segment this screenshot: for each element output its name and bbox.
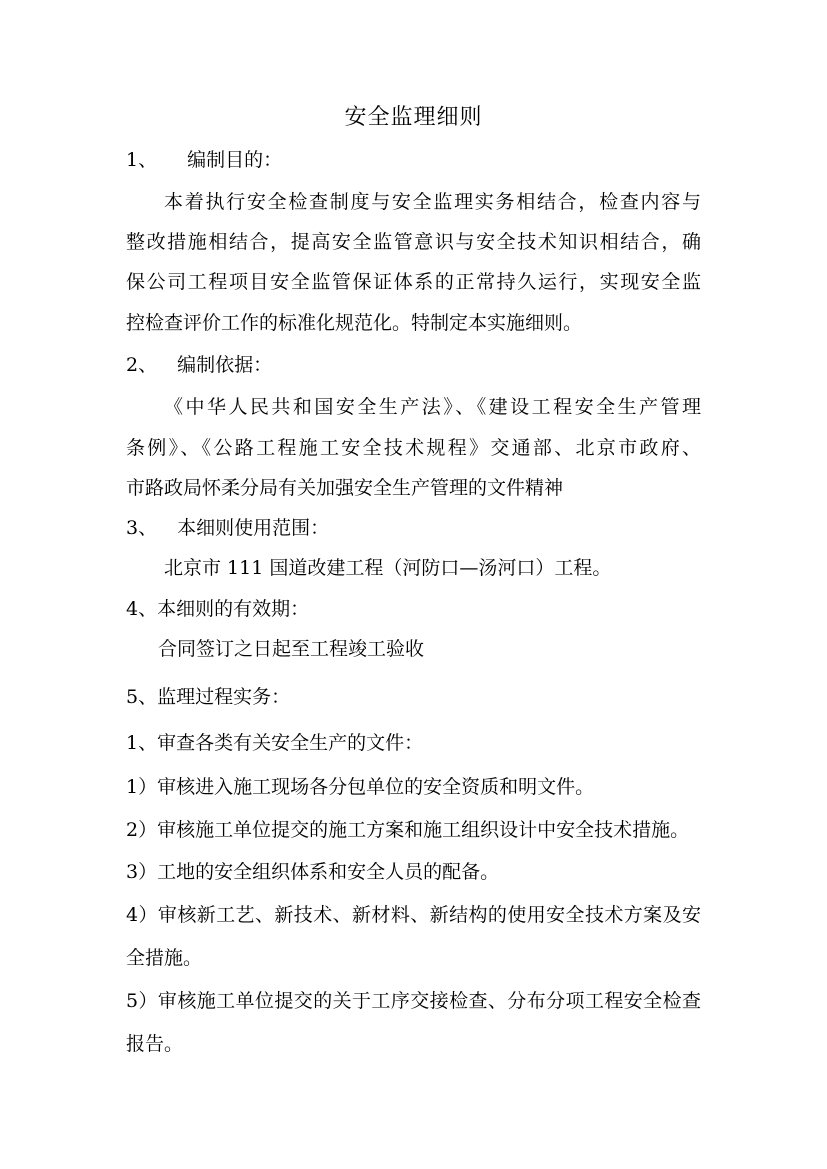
section-2-heading: 编制依据：: [177, 354, 273, 376]
section-1-line-1: 本着执行安全检查制度与安全监理实务相结合，检查内容与: [164, 191, 701, 213]
section-1-number: 1、: [126, 149, 158, 171]
section-3-body: 北京市 111 国道改建工程（河防口—汤河口）工程。: [164, 557, 612, 579]
section-1-line-3: 保公司工程项目安全监管保证体系的正常持久运行，实现安全监: [126, 271, 701, 293]
section-5-item-3: 3）工地的安全组织体系和安全人员的配备。: [126, 861, 500, 883]
section-5-item-5-line-1: 5）审核施工单位提交的关于工序交接检查、分布分项工程安全检查: [126, 990, 701, 1012]
section-5-sub-heading: 1、审查各类有关安全生产的文件：: [126, 732, 424, 754]
section-2-line-3: 市路政局怀柔分局有关加强安全生产管理的文件精神: [126, 477, 564, 499]
section-1-heading: 编制目的：: [187, 149, 283, 171]
section-2-number: 2、: [126, 354, 158, 376]
section-1-heading-row: [126, 145, 282, 175]
section-1-line-4: 控检查评价工作的标准化规范化。特制定本实施细则。: [126, 312, 583, 334]
section-3-number: 3、: [126, 517, 158, 539]
section-2-line-1: 《中华人民共和国安全生产法》、《建设工程安全生产管理: [164, 396, 701, 418]
page-title: 安全监理细则: [344, 105, 483, 130]
section-4-heading: 4、本细则的有效期：: [126, 598, 310, 620]
section-5-item-4-line-2: 全措施。: [126, 947, 203, 969]
section-5-item-5-line-2: 报告。: [126, 1033, 184, 1055]
section-5-item-2: 2）审核施工单位提交的施工方案和施工组织设计中安全技术措施。: [126, 819, 690, 841]
section-3-heading-row: [126, 513, 329, 543]
section-2-line-2: 条例》、《公路工程施工安全技术规程》交通部、北京市政府、: [126, 437, 701, 459]
section-5-item-1: 1）审核进入施工现场各分包单位的安全资质和明文件。: [126, 776, 595, 798]
section-1-line-2: 整改措施相结合，提高安全监管意识与安全技术知识相结合，确: [126, 231, 701, 253]
section-4-body: 合同签订之日起至工程竣工验收: [158, 638, 425, 660]
section-3-heading: 本细则使用范围：: [177, 517, 330, 539]
section-2-heading-row: [126, 350, 272, 380]
section-5-item-4-line-1: 4）审核新工艺、新技术、新材料、新结构的使用安全技术方案及安: [126, 904, 701, 926]
section-5-heading: 5、监理过程实务：: [126, 686, 291, 708]
